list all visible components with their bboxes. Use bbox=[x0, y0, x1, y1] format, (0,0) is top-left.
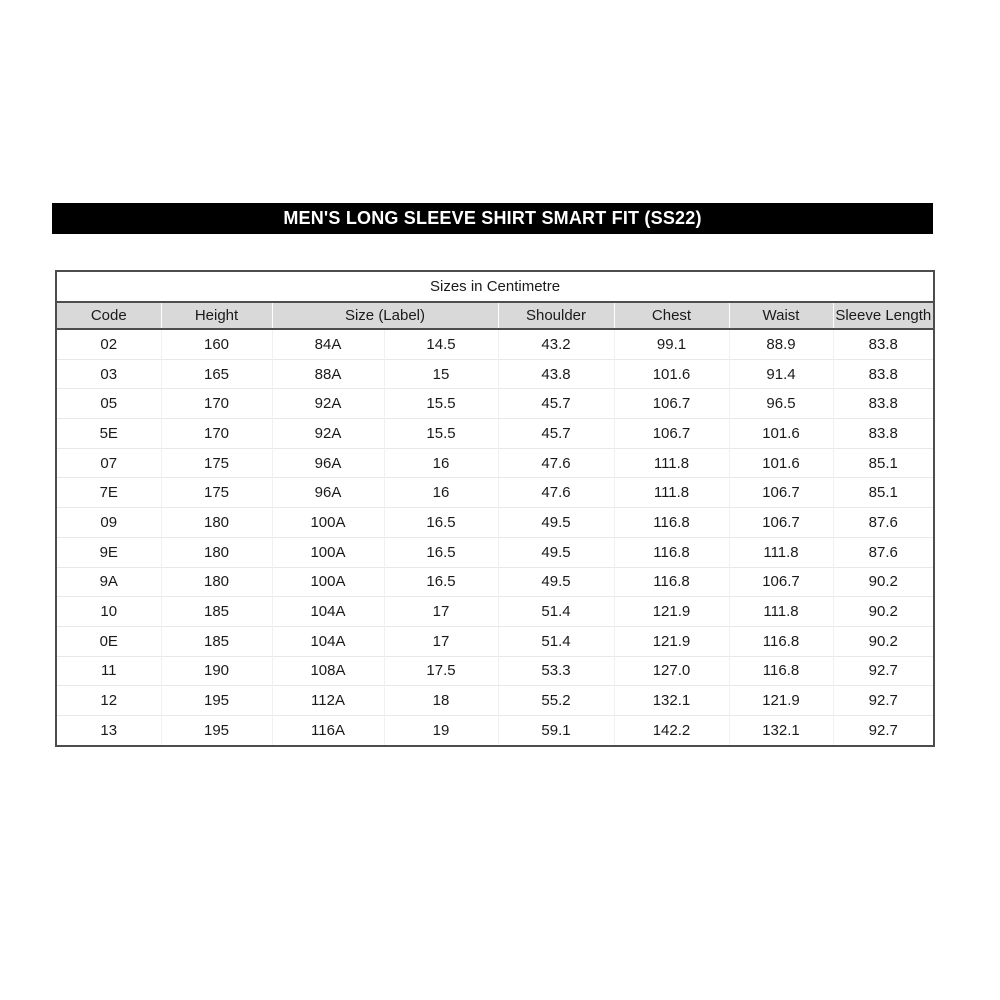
table-cell: 90.2 bbox=[833, 626, 934, 656]
table-cell: 116.8 bbox=[729, 626, 833, 656]
table-cell: 185 bbox=[161, 597, 272, 627]
table-cell: 13 bbox=[56, 715, 161, 745]
table-cell: 83.8 bbox=[833, 389, 934, 419]
table-cell: 05 bbox=[56, 389, 161, 419]
table-cell: 142.2 bbox=[614, 715, 729, 745]
table-cell: 16 bbox=[384, 478, 498, 508]
table-cell: 16.5 bbox=[384, 567, 498, 597]
table-row bbox=[56, 626, 934, 656]
table-row bbox=[56, 448, 934, 478]
table-cell: 51.4 bbox=[498, 597, 614, 627]
header-size-label: Size (Label) bbox=[272, 302, 498, 329]
table-cell: 47.6 bbox=[498, 448, 614, 478]
table-cell: 45.7 bbox=[498, 389, 614, 419]
table-cell: 111.8 bbox=[614, 478, 729, 508]
table-row bbox=[56, 419, 934, 449]
table-cell: 09 bbox=[56, 508, 161, 538]
table-cell: 02 bbox=[56, 329, 161, 359]
table-cell: 111.8 bbox=[614, 448, 729, 478]
table-cell: 116.8 bbox=[729, 656, 833, 686]
table-title: Sizes in Centimetre bbox=[56, 271, 934, 302]
table-cell: 7E bbox=[56, 478, 161, 508]
table-cell: 101.6 bbox=[729, 419, 833, 449]
table-cell: 59.1 bbox=[498, 715, 614, 745]
table-cell: 160 bbox=[161, 329, 272, 359]
table-cell: 49.5 bbox=[498, 508, 614, 538]
header-chest: Chest bbox=[614, 302, 729, 329]
header-code: Code bbox=[56, 302, 161, 329]
table-cell: 111.8 bbox=[729, 537, 833, 567]
table-cell: 55.2 bbox=[498, 686, 614, 716]
table-cell: 104A bbox=[272, 597, 384, 627]
table-cell: 116.8 bbox=[614, 508, 729, 538]
table-cell: 185 bbox=[161, 626, 272, 656]
table-cell: 85.1 bbox=[833, 478, 934, 508]
table-cell: 17 bbox=[384, 626, 498, 656]
table-cell: 190 bbox=[161, 656, 272, 686]
table-cell: 91.4 bbox=[729, 359, 833, 389]
table-cell: 16.5 bbox=[384, 508, 498, 538]
table-cell: 116.8 bbox=[614, 567, 729, 597]
table-cell: 88.9 bbox=[729, 329, 833, 359]
table-cell: 106.7 bbox=[729, 478, 833, 508]
table-cell: 53.3 bbox=[498, 656, 614, 686]
header-waist: Waist bbox=[729, 302, 833, 329]
table-cell: 92.7 bbox=[833, 715, 934, 745]
table-cell: 0E bbox=[56, 626, 161, 656]
table-row bbox=[56, 686, 934, 716]
table-cell: 116.8 bbox=[614, 537, 729, 567]
table-cell: 92.7 bbox=[833, 656, 934, 686]
table-cell: 17.5 bbox=[384, 656, 498, 686]
table-cell: 175 bbox=[161, 478, 272, 508]
table-cell: 03 bbox=[56, 359, 161, 389]
table-cell: 17 bbox=[384, 597, 498, 627]
table-cell: 16.5 bbox=[384, 537, 498, 567]
table-row bbox=[56, 537, 934, 567]
table-cell: 49.5 bbox=[498, 537, 614, 567]
table-cell: 11 bbox=[56, 656, 161, 686]
table-cell: 99.1 bbox=[614, 329, 729, 359]
table-cell: 51.4 bbox=[498, 626, 614, 656]
table-cell: 47.6 bbox=[498, 478, 614, 508]
table-cell: 92.7 bbox=[833, 686, 934, 716]
banner-title: MEN'S LONG SLEEVE SHIRT SMART FIT (SS22) bbox=[283, 208, 702, 228]
table-cell: 12 bbox=[56, 686, 161, 716]
table-cell: 106.7 bbox=[729, 567, 833, 597]
table-cell: 101.6 bbox=[614, 359, 729, 389]
table-cell: 112A bbox=[272, 686, 384, 716]
table-cell: 132.1 bbox=[729, 715, 833, 745]
table-cell: 96.5 bbox=[729, 389, 833, 419]
table-row bbox=[56, 359, 934, 389]
table-cell: 104A bbox=[272, 626, 384, 656]
table-cell: 96A bbox=[272, 478, 384, 508]
table-cell: 92A bbox=[272, 419, 384, 449]
table-cell: 9E bbox=[56, 537, 161, 567]
table-cell: 90.2 bbox=[833, 597, 934, 627]
table-cell: 132.1 bbox=[614, 686, 729, 716]
table-cell: 88A bbox=[272, 359, 384, 389]
table-row bbox=[56, 597, 934, 627]
table-header-row bbox=[56, 302, 934, 329]
table-cell: 106.7 bbox=[614, 389, 729, 419]
table-cell: 100A bbox=[272, 508, 384, 538]
table-cell: 49.5 bbox=[498, 567, 614, 597]
table-cell: 10 bbox=[56, 597, 161, 627]
header-height: Height bbox=[161, 302, 272, 329]
table-cell: 87.6 bbox=[833, 508, 934, 538]
table-title-row bbox=[56, 271, 934, 302]
table-cell: 07 bbox=[56, 448, 161, 478]
header-sleeve-length: Sleeve Length bbox=[833, 302, 934, 329]
table-cell: 96A bbox=[272, 448, 384, 478]
table-cell: 83.8 bbox=[833, 359, 934, 389]
table-cell: 18 bbox=[384, 686, 498, 716]
table-cell: 14.5 bbox=[384, 329, 498, 359]
table-cell: 15.5 bbox=[384, 389, 498, 419]
table-row bbox=[56, 567, 934, 597]
table-cell: 106.7 bbox=[729, 508, 833, 538]
size-table-body bbox=[56, 329, 934, 746]
table-cell: 83.8 bbox=[833, 329, 934, 359]
table-cell: 84A bbox=[272, 329, 384, 359]
table-row bbox=[56, 656, 934, 686]
product-title-banner bbox=[52, 203, 933, 234]
table-cell: 83.8 bbox=[833, 419, 934, 449]
table-cell: 195 bbox=[161, 715, 272, 745]
table-cell: 127.0 bbox=[614, 656, 729, 686]
table-cell: 165 bbox=[161, 359, 272, 389]
table-cell: 106.7 bbox=[614, 419, 729, 449]
table-row bbox=[56, 329, 934, 359]
table-row bbox=[56, 389, 934, 419]
table-cell: 87.6 bbox=[833, 537, 934, 567]
table-cell: 19 bbox=[384, 715, 498, 745]
table-row bbox=[56, 508, 934, 538]
table-cell: 43.2 bbox=[498, 329, 614, 359]
table-cell: 121.9 bbox=[729, 686, 833, 716]
table-cell: 101.6 bbox=[729, 448, 833, 478]
header-shoulder: Shoulder bbox=[498, 302, 614, 329]
table-cell: 92A bbox=[272, 389, 384, 419]
table-cell: 170 bbox=[161, 419, 272, 449]
table-cell: 5E bbox=[56, 419, 161, 449]
table-head bbox=[56, 271, 934, 329]
table-cell: 100A bbox=[272, 537, 384, 567]
table-cell: 121.9 bbox=[614, 597, 729, 627]
table-cell: 108A bbox=[272, 656, 384, 686]
table-cell: 175 bbox=[161, 448, 272, 478]
table-cell: 15.5 bbox=[384, 419, 498, 449]
table-cell: 195 bbox=[161, 686, 272, 716]
table-cell: 170 bbox=[161, 389, 272, 419]
table-cell: 100A bbox=[272, 567, 384, 597]
table-cell: 180 bbox=[161, 537, 272, 567]
table-cell: 9A bbox=[56, 567, 161, 597]
table-row bbox=[56, 478, 934, 508]
table-cell: 116A bbox=[272, 715, 384, 745]
table-cell: 111.8 bbox=[729, 597, 833, 627]
size-chart-table bbox=[55, 270, 935, 747]
table-cell: 121.9 bbox=[614, 626, 729, 656]
table-cell: 16 bbox=[384, 448, 498, 478]
table-cell: 180 bbox=[161, 567, 272, 597]
table-cell: 15 bbox=[384, 359, 498, 389]
table-cell: 45.7 bbox=[498, 419, 614, 449]
table-cell: 180 bbox=[161, 508, 272, 538]
table-cell: 90.2 bbox=[833, 567, 934, 597]
table-row bbox=[56, 715, 934, 745]
table-cell: 43.8 bbox=[498, 359, 614, 389]
table-cell: 85.1 bbox=[833, 448, 934, 478]
